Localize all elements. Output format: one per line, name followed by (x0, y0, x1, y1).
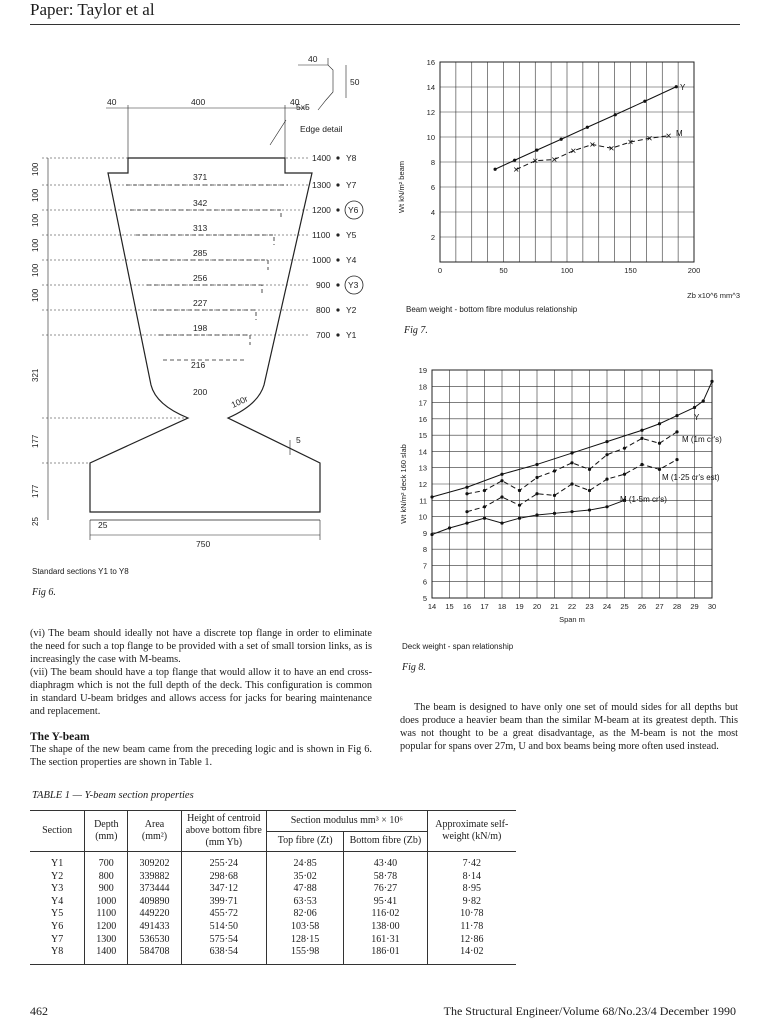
dim-width-285: 285 (193, 248, 208, 258)
paragraph-vii: (vii) The beam should have a top flange that would allow it to have an end cross-diaphragm which is not the full depth of the deck. This configuration is common in standard U-beam bridges and allows access for jacks for bearing maintenance and replacement. (30, 667, 372, 717)
table-cell: 339882 (128, 871, 181, 884)
x-tick-label: 15 (445, 602, 454, 611)
paragraph-right: The beam is designed to have only one set of mould sides for all depths but does produce a heavier beam than the similar M-beam at its greatest depth. This was not thought to be a great disadvantage, as the M-beam is not the most popular for spans over 27m, U and box beams being more often used instead. (400, 702, 738, 752)
data-point (535, 476, 538, 479)
table-cell: 575·54 (181, 934, 266, 947)
table-cell: 309202 (128, 852, 181, 871)
table-cell: 1100 (85, 908, 128, 921)
data-point (710, 380, 713, 383)
x-tick-label: 22 (567, 602, 577, 611)
table-cell: 35·02 (266, 871, 343, 884)
col-area: Area (mm²) (128, 811, 181, 852)
table-cell: Y6 (50, 920, 64, 932)
data-point (430, 533, 433, 536)
level-depth-1300: 1300 (312, 180, 331, 190)
x-tick-label: 100 (560, 266, 574, 275)
y-tick-label: 2 (430, 233, 435, 242)
series-label: Y (680, 83, 686, 92)
data-point (483, 517, 486, 520)
table-cell: Y8 (30, 946, 85, 964)
data-point (658, 468, 661, 471)
data-point (430, 495, 433, 498)
table-cell: 116·02 (344, 908, 427, 921)
series-label: M (1m cr's) (682, 435, 722, 444)
x-tick-label: 23 (585, 602, 594, 611)
table-cell: 800 (85, 871, 128, 884)
table-cell: 638·54 (181, 946, 266, 964)
data-point (571, 149, 575, 153)
table-cell: 9·82 (427, 896, 516, 909)
data-point (518, 504, 521, 507)
x-tick-label: 25 (620, 602, 629, 611)
level-name-y6: Y6 (348, 205, 359, 215)
table-cell: 1000 (85, 896, 128, 909)
y-tick-label: 17 (418, 398, 427, 408)
table-cell: 584708 (128, 946, 181, 964)
y-tick-label: 12 (418, 480, 427, 489)
table-cell: 58·78 (344, 871, 427, 884)
data-point (623, 473, 626, 476)
data-point (586, 126, 589, 129)
table-row (30, 921, 516, 934)
dim-edge-40: 40 (308, 54, 318, 64)
section-heading: The Y-beam (30, 731, 90, 743)
y-tick-label: 14 (418, 447, 427, 457)
page-number: 462 (30, 1004, 48, 1018)
data-point (675, 85, 678, 88)
paragraph-shape: The shape of the new beam came from the preceding logic and is shown in Fig 6. The section properties are shown in Table 1. (30, 744, 372, 768)
data-point (640, 429, 643, 432)
fig7-title: Beam weight - bottom fibre modulus relationship (406, 305, 578, 314)
series-label: M (676, 129, 683, 138)
data-point (535, 149, 538, 152)
series-label: M (1·5m cr's) (620, 495, 667, 504)
data-point (514, 168, 518, 172)
inner-step-4 (142, 260, 268, 270)
x-tick-label: 19 (515, 602, 524, 611)
x-tick-label: 30 (707, 602, 717, 611)
table-cell: 103·58 (266, 921, 343, 934)
table-cell: 12·86 (427, 934, 516, 947)
level-depth-1000: 1000 (312, 255, 331, 265)
data-point (535, 463, 538, 466)
level-name-y7: Y7 (346, 180, 357, 190)
table-cell: Y4 (50, 895, 64, 907)
table-row (30, 883, 516, 896)
level-depth-1100: 1100 (312, 230, 331, 240)
x-axis-label: Zb x10^6 mm^3 (687, 291, 740, 300)
table-cell: 14·02 (427, 946, 516, 964)
y-tick-label: 6 (422, 577, 427, 587)
y-tick-label: 11 (419, 496, 427, 506)
table-cell: 455·72 (181, 908, 266, 921)
inner-step-3 (136, 235, 274, 245)
x-tick-label: 27 (655, 602, 664, 611)
x-tick-label: 29 (690, 602, 699, 611)
y-tick-label: 16 (418, 414, 427, 424)
x-tick-label: 18 (497, 602, 507, 611)
table-cell: 63·53 (266, 896, 343, 909)
dim-25-bottom: 25 (98, 520, 108, 530)
table-cell: 900 (85, 883, 128, 896)
dim-width-313: 313 (193, 223, 208, 233)
height-label-7: 321 (31, 368, 40, 382)
data-point (535, 492, 538, 495)
col-depth: Depth (mm) (85, 811, 128, 852)
table-cell: 255·24 (181, 852, 266, 871)
data-point (553, 512, 556, 515)
journal-footer: The Structural Engineer/Volume 68/No.23/4 December 1990 (443, 1004, 736, 1018)
section-properties-table (30, 810, 516, 965)
running-header: Paper: Taylor et al (30, 0, 155, 19)
inner-step-5 (147, 285, 262, 295)
data-point (513, 159, 516, 162)
data-point (658, 422, 661, 425)
y-tick-label: 10 (426, 133, 435, 142)
data-point (500, 521, 503, 524)
header-rule (30, 24, 740, 25)
series-label: Y (694, 413, 700, 422)
data-point (623, 447, 626, 450)
data-point (553, 494, 556, 497)
y-tick-label: 7 (422, 561, 427, 571)
y-tick-label: 15 (418, 431, 427, 441)
table-cell: 95·41 (344, 896, 427, 909)
data-point (518, 489, 521, 492)
data-point (605, 453, 608, 456)
table-cell: 47·88 (266, 883, 343, 896)
height-label-6: 100 (31, 288, 40, 302)
data-point (702, 399, 705, 402)
table-cell: 514·50 (181, 921, 266, 934)
col-top-fibre: Top fibre (Zt) (266, 831, 343, 852)
data-point (552, 158, 556, 162)
table-cell: 1200 (85, 921, 128, 934)
height-label-1: 100 (31, 162, 40, 176)
data-point (605, 440, 608, 443)
data-point (518, 517, 521, 520)
x-tick-label: 17 (480, 602, 489, 611)
table-cell: 298·68 (181, 871, 266, 884)
x-axis-label: Span m (559, 615, 585, 624)
table-cell: 449220 (128, 908, 181, 921)
series-line-1 (516, 136, 668, 170)
x-tick-label: 14 (427, 602, 437, 611)
data-point (605, 505, 608, 508)
level-name-y8: Y8 (346, 153, 357, 163)
table-cell: 409890 (128, 896, 181, 909)
data-point (675, 414, 678, 417)
x-tick-label: 21 (550, 602, 559, 611)
data-point (570, 482, 573, 485)
dim-web-200: 200 (193, 387, 208, 397)
level-depth-800: 800 (316, 305, 331, 315)
table-row (30, 871, 516, 884)
col-section: Section (30, 811, 85, 852)
inner-step-7 (159, 335, 250, 345)
y-tick-label: 8 (422, 545, 427, 555)
table-cell: 155·98 (266, 946, 343, 964)
dim-overhang-left: 40 (107, 97, 117, 107)
x-tick-label: 150 (624, 266, 637, 275)
x-tick-label: 50 (499, 266, 508, 275)
height-label-8: 177 (31, 434, 40, 448)
col-weight: Approximate self-weight (kN/m) (427, 811, 516, 852)
x-tick-label: 28 (672, 602, 682, 611)
y-tick-label: 13 (418, 463, 427, 473)
table-cell: 11·78 (427, 921, 516, 934)
series-label: M (1·25 cr's est) (662, 473, 720, 482)
data-point (500, 479, 503, 482)
dim-top-width: 400 (191, 97, 206, 107)
data-point (465, 486, 468, 489)
level-name-y1: Y1 (346, 330, 357, 340)
dim-width-227: 227 (193, 298, 208, 308)
table-title: TABLE 1 — Y-beam section properties (32, 790, 194, 801)
fig6-caption: Standard sections Y1 to Y8 (32, 567, 129, 576)
table-cell: 1300 (85, 934, 128, 947)
height-label-4: 100 (31, 238, 40, 252)
data-point (483, 489, 486, 492)
dim-5: 5 (296, 435, 301, 445)
level-name-y2: Y2 (346, 305, 357, 315)
inner-step-6 (153, 310, 256, 320)
table-cell: Y5 (50, 908, 64, 920)
table-cell: 24·85 (266, 852, 343, 871)
x-tick-label: 20 (532, 602, 542, 611)
y-tick-label: 16 (426, 58, 435, 67)
table-cell: 399·71 (181, 896, 266, 909)
data-point (483, 505, 486, 508)
table-cell: 76·27 (344, 883, 427, 896)
table-cell: Y1 (50, 858, 64, 869)
data-point (465, 521, 468, 524)
data-point (465, 492, 468, 495)
table-cell: 373444 (128, 883, 181, 896)
level-name-y5: Y5 (346, 230, 357, 240)
data-point (448, 526, 451, 529)
table-cell: 82·06 (266, 908, 343, 921)
y-tick-label: 8 (430, 158, 435, 167)
table-cell: 161·31 (344, 934, 427, 947)
y-tick-label: 19 (418, 366, 427, 375)
y-tick-label: 18 (418, 382, 427, 392)
data-point (605, 478, 608, 481)
dim-edge-50: 50 (350, 77, 360, 87)
height-label-2: 100 (31, 188, 40, 202)
fig8-chart (400, 362, 745, 624)
data-point (570, 451, 573, 454)
fig6-label: Fig 6. (32, 587, 56, 598)
table-cell: 8·95 (427, 883, 516, 896)
dim-width-216: 216 (191, 360, 206, 370)
dim-chamfer: 5x5 (296, 102, 310, 112)
table-cell: 43·40 (344, 852, 427, 871)
y-tick-label: 9 (422, 528, 427, 538)
data-point (535, 513, 538, 516)
data-point (560, 138, 563, 141)
table-cell: 700 (85, 852, 128, 871)
table-cell: 536530 (128, 934, 181, 947)
table-cell: 10·78 (427, 908, 516, 921)
x-tick-label: 24 (602, 602, 612, 611)
col-bottom-fibre: Bottom fibre (Zb) (344, 831, 427, 852)
level-depth-1200: 1200 (312, 205, 331, 215)
edge-detail-label: Edge detail (300, 124, 343, 134)
data-point (675, 458, 678, 461)
table-cell: 1400 (85, 946, 128, 964)
level-name-y3: Y3 (348, 280, 359, 290)
table-cell: 128·15 (266, 934, 343, 947)
table-cell: Y2 (50, 870, 64, 882)
y-tick-label: 10 (418, 512, 427, 522)
data-point (588, 489, 591, 492)
series-line-3 (432, 500, 625, 534)
table-cell: 138·00 (344, 921, 427, 934)
level-depth-1400: 1400 (312, 153, 331, 163)
data-point (465, 510, 468, 513)
table-cell: 7·42 (427, 852, 516, 871)
table-cell: 347·12 (181, 883, 266, 896)
series-line-0 (495, 87, 676, 170)
fig8-title: Deck weight - span relationship (402, 642, 514, 651)
dim-width-256: 256 (193, 273, 208, 283)
table-cell: 491433 (128, 921, 181, 934)
height-label-3: 100 (31, 213, 40, 227)
y-tick-label: 5 (422, 594, 427, 603)
col-centroid: Height of centroid above bottom fibre (mm Yb) (181, 811, 266, 852)
y-tick-label: 6 (430, 183, 435, 192)
inner-step-2 (130, 210, 281, 220)
data-point (640, 463, 643, 466)
fig7-chart (397, 52, 745, 302)
data-point (553, 469, 556, 472)
table-cell: 8·14 (427, 871, 516, 884)
y-tick-label: 14 (426, 83, 435, 92)
dim-width-198: 198 (193, 323, 208, 333)
table-row (30, 896, 516, 909)
data-point (658, 442, 661, 445)
fig6-section-drawing (28, 50, 400, 560)
dim-base-750: 750 (196, 539, 211, 549)
table-cell: Y3 (50, 883, 64, 895)
table-cell: Y7 (50, 933, 64, 945)
fig7-label: Fig 7. (404, 325, 428, 336)
data-point (494, 168, 497, 171)
level-depth-900: 900 (316, 280, 331, 290)
paragraph-vi: (vi) The beam should ideally not have a discrete top flange in order to eliminate the need for such a top flange to be provided with a set of small torsion links, as is increasingly the case with M-beams. (30, 628, 372, 665)
data-point (693, 406, 696, 409)
height-label-10: 25 (31, 517, 40, 526)
data-point (614, 113, 617, 116)
data-point (588, 468, 591, 471)
data-point (500, 495, 503, 498)
y-axis-label: Wt kN/m² deck 160 slab (399, 444, 408, 524)
grid (440, 62, 694, 262)
table-row (30, 934, 516, 947)
x-tick-label: 0 (437, 266, 443, 275)
data-point (588, 508, 591, 511)
data-point (570, 461, 573, 464)
data-point (643, 100, 646, 103)
y-axis-label: Wt kN/m² beam (397, 160, 406, 214)
table-row (30, 946, 516, 964)
table-cell: 186·01 (344, 946, 427, 964)
fig8-label: Fig 8. (402, 662, 426, 673)
level-depth-700: 700 (316, 330, 331, 340)
dim-width-342: 342 (193, 198, 208, 208)
y-tick-label: 12 (426, 108, 435, 117)
table-row (30, 908, 516, 921)
height-label-9: 177 (31, 484, 40, 498)
dim-width-371: 371 (193, 172, 208, 182)
col-modulus: Section modulus mm³ × 10⁶ (266, 811, 427, 832)
x-tick-label: 16 (462, 602, 472, 611)
data-point (500, 473, 503, 476)
x-tick-label: 26 (637, 602, 647, 611)
y-tick-label: 4 (430, 208, 435, 217)
level-name-y4: Y4 (346, 255, 357, 265)
dim-overhang-right: 40 (290, 97, 300, 107)
data-point (675, 430, 678, 433)
data-point (640, 437, 643, 440)
data-point (570, 510, 573, 513)
x-tick-label: 200 (687, 266, 701, 275)
dim-radius: 100r (229, 393, 250, 410)
height-label-5: 100 (31, 263, 40, 277)
table-row (30, 852, 516, 871)
